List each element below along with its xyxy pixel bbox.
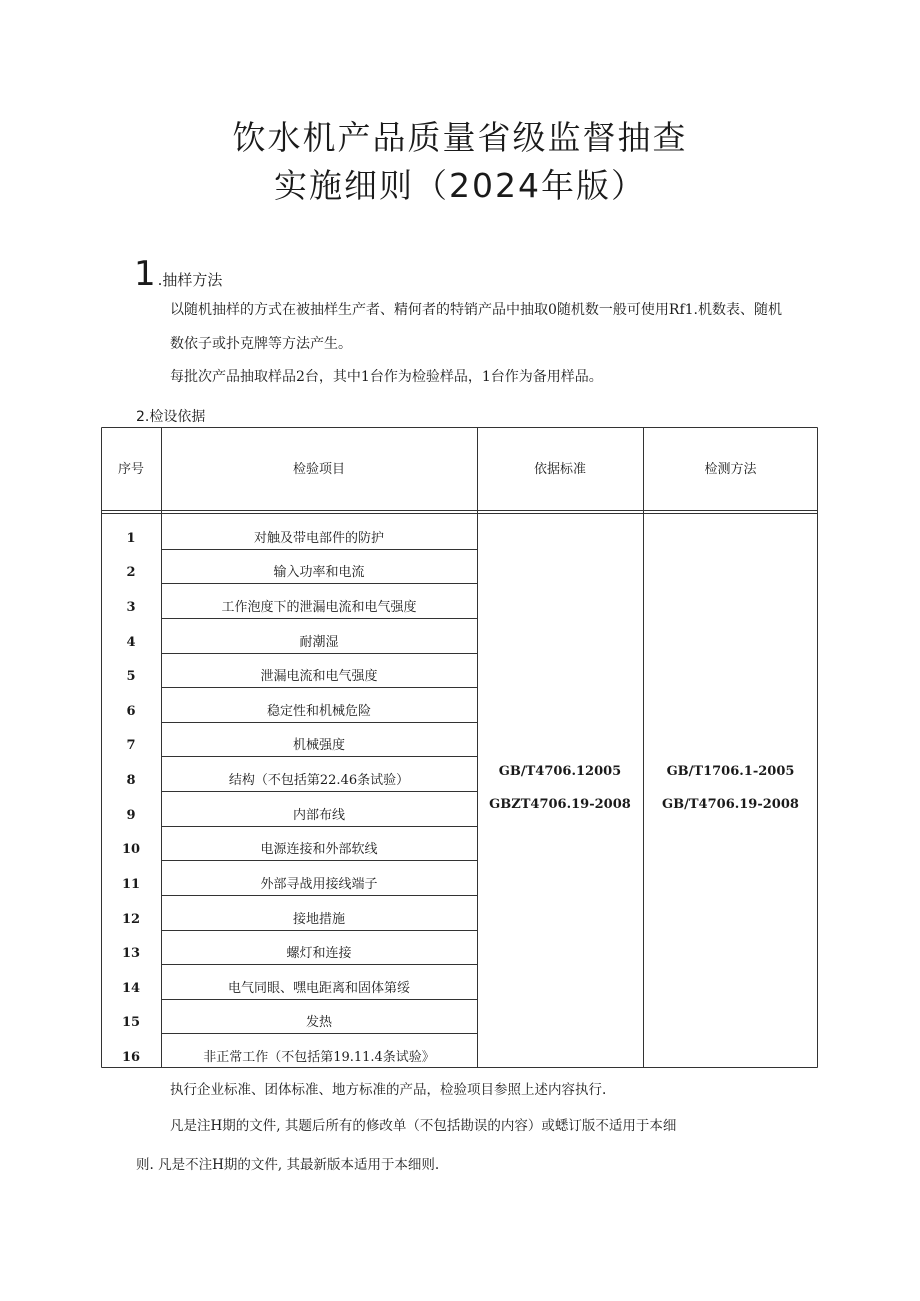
header-seq: 序号 — [117, 462, 144, 477]
row-number: 7 — [126, 738, 136, 754]
row-item: 输入功率和电流 — [273, 565, 365, 581]
header-method: 检测方法 — [704, 462, 757, 477]
section2-heading: 2.检设依据 — [136, 409, 206, 425]
row-number: 8 — [126, 773, 136, 788]
document-title-line1: 饮水机产品质量省级监督抽查 — [232, 118, 688, 157]
row-item: 工作泡度下的泄漏电流和电气强度 — [221, 599, 417, 615]
section1-para1-line1: 以随机抽样的方式在被抽样生产者、精何者的特销产品中抽取0随机数一般可使用Rf1.机数表、随机 — [170, 302, 782, 318]
method-line2: GB/T4706.19-2008 — [662, 797, 799, 812]
row-item: 对触及带电部件的防护 — [253, 530, 384, 546]
section1-number: 1 — [134, 254, 156, 294]
document-title-line2: 实施细则（2024年版） — [274, 166, 646, 205]
row-item: 外部寻战用接线端子 — [260, 876, 378, 892]
row-item: 螺灯和连接 — [286, 946, 352, 962]
row-item: 耐潮湿 — [299, 634, 339, 650]
row-number: 9 — [126, 807, 136, 823]
row-number: 16 — [121, 1050, 141, 1065]
row-item: 电气同眼、嘿电距离和固体第绥 — [227, 980, 410, 996]
header-item: 检验项目 — [292, 462, 345, 477]
row-number: 3 — [126, 599, 136, 615]
row-item: 非正常工作（不包括第19.11.4条试验》 — [203, 1050, 435, 1065]
row-number: 10 — [121, 842, 141, 858]
section1-title: .抽样方法 — [157, 271, 223, 289]
inspection-table — [101, 427, 818, 1068]
row-item: 发热 — [305, 1015, 332, 1031]
footer-line1: 执行企业标准、团体标准、地方标准的产品，检验项目参照上述内容执行. — [170, 1082, 607, 1098]
row-number: 12 — [121, 911, 141, 927]
row-number: 1 — [126, 530, 136, 546]
header-standard: 依据标准 — [533, 462, 586, 477]
section1-para2: 每批次产品抽取样品2台，其中1台作为检验样品，1台作为备用样品。 — [170, 369, 603, 385]
row-number: 11 — [121, 876, 141, 892]
method-line1: GB/T1706.1-2005 — [666, 764, 795, 779]
row-number: 2 — [126, 565, 136, 581]
row-item: 结构（不包括第22.46条试验） — [228, 773, 410, 788]
footer-line3: 则. 凡是不注H期的文件, 其最新版本适用于本细则. — [136, 1157, 440, 1173]
row-number: 6 — [126, 703, 136, 719]
row-number: 13 — [121, 946, 141, 962]
row-item: 接地措施 — [292, 911, 345, 927]
row-number: 5 — [126, 669, 136, 685]
row-number: 4 — [126, 634, 136, 650]
section1-para1-line2: 数依子或扑克牌等方法产生。 — [170, 336, 352, 352]
footer-line2: 凡是注H期的文件, 其题后所有的修改单（不包括勘误的内容）或蟋订版不适用于本细 — [170, 1118, 677, 1134]
row-item: 机械强度 — [292, 738, 345, 754]
row-item: 内部布线 — [292, 807, 345, 823]
section1-heading — [134, 254, 222, 294]
row-item: 泄漏电流和电气强度 — [260, 669, 378, 685]
row-item: 稳定性和机械危险 — [266, 703, 371, 719]
standard-line2: GBZT4706.19-2008 — [489, 797, 631, 812]
standard-line1: GB/T4706.12005 — [498, 764, 622, 779]
row-item: 电源连接和外部软线 — [260, 842, 378, 858]
row-number: 14 — [121, 980, 141, 996]
row-number: 15 — [121, 1015, 141, 1031]
